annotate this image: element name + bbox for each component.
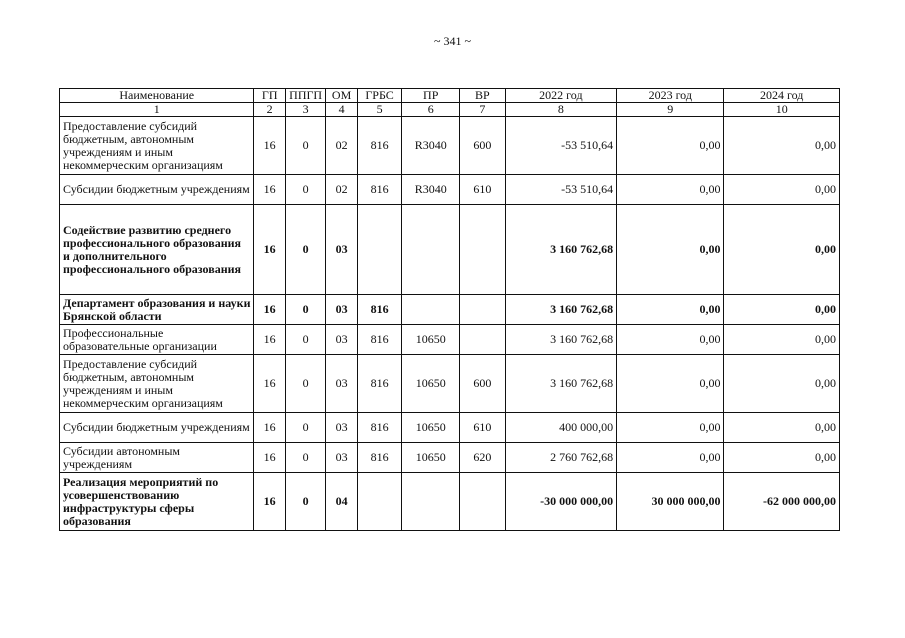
ppgp-cell: 0	[285, 117, 326, 175]
row-name: Субсидии бюджетным учреждениям	[60, 175, 254, 205]
amount-2022: 3 160 762,68	[505, 295, 616, 325]
grbs-cell: 816	[357, 355, 402, 413]
amount-2022: 400 000,00	[505, 413, 616, 443]
om-cell: 03	[326, 355, 357, 413]
om-cell: 03	[326, 325, 357, 355]
grbs-cell	[357, 205, 402, 295]
ppgp-cell: 0	[285, 295, 326, 325]
amount-2023: 0,00	[617, 443, 724, 473]
om-cell: 02	[326, 117, 357, 175]
amount-2022: 3 160 762,68	[505, 205, 616, 295]
amount-2022: 2 760 762,68	[505, 443, 616, 473]
amount-2024: 0,00	[724, 205, 840, 295]
vr-cell: 620	[460, 443, 506, 473]
row-name: Содействие развитию среднего профессионального образования и дополнительного профессионального образования	[60, 205, 254, 295]
amount-2024: 0,00	[724, 295, 840, 325]
amount-2022: 3 160 762,68	[505, 355, 616, 413]
row-name: Субсидии автономным учреждениям	[60, 443, 254, 473]
column-header: ГРБС	[357, 89, 402, 103]
om-cell: 04	[326, 473, 357, 531]
vr-cell: 600	[460, 355, 506, 413]
gp-cell: 16	[254, 443, 285, 473]
table-row	[60, 473, 840, 531]
column-header: 2023 год	[617, 89, 724, 103]
om-cell: 03	[326, 205, 357, 295]
gp-cell: 16	[254, 295, 285, 325]
ppgp-cell: 0	[285, 355, 326, 413]
header-row	[60, 89, 840, 103]
grbs-cell: 816	[357, 295, 402, 325]
table-row	[60, 175, 840, 205]
pr-cell: R3040	[402, 117, 460, 175]
amount-2023: 0,00	[617, 295, 724, 325]
page-number: ~ 341 ~	[434, 34, 471, 48]
ppgp-cell: 0	[285, 443, 326, 473]
grbs-cell: 816	[357, 413, 402, 443]
pr-cell: R3040	[402, 175, 460, 205]
column-header: ОМ	[326, 89, 357, 103]
table-row	[60, 295, 840, 325]
ppgp-cell: 0	[285, 205, 326, 295]
row-name: Профессиональные образовательные организации	[60, 325, 254, 355]
amount-2022: -30 000 000,00	[505, 473, 616, 531]
ppgp-cell: 0	[285, 473, 326, 531]
amount-2023: 0,00	[617, 205, 724, 295]
column-index: 9	[617, 103, 724, 117]
om-cell: 03	[326, 295, 357, 325]
column-header: ГП	[254, 89, 285, 103]
vr-cell: 610	[460, 413, 506, 443]
amount-2023: 30 000 000,00	[617, 473, 724, 531]
gp-cell: 16	[254, 205, 285, 295]
row-name: Реализация мероприятий по усовершенствованию инфраструктуры сферы образования	[60, 473, 254, 531]
table-row	[60, 355, 840, 413]
column-index: 5	[357, 103, 402, 117]
amount-2023: 0,00	[617, 355, 724, 413]
amount-2024: 0,00	[724, 175, 840, 205]
vr-cell: 610	[460, 175, 506, 205]
om-cell: 03	[326, 443, 357, 473]
ppgp-cell: 0	[285, 325, 326, 355]
row-name: Департамент образования и науки Брянской области	[60, 295, 254, 325]
grbs-cell: 816	[357, 325, 402, 355]
column-index-row	[60, 103, 840, 117]
column-header: ПР	[402, 89, 460, 103]
amount-2024: 0,00	[724, 117, 840, 175]
row-name: Субсидии бюджетным учреждениям	[60, 413, 254, 443]
column-header: ВР	[460, 89, 506, 103]
grbs-cell: 816	[357, 175, 402, 205]
column-index: 7	[460, 103, 506, 117]
om-cell: 02	[326, 175, 357, 205]
pr-cell: 10650	[402, 413, 460, 443]
amount-2023: 0,00	[617, 413, 724, 443]
amount-2024: 0,00	[724, 443, 840, 473]
gp-cell: 16	[254, 355, 285, 413]
om-cell: 03	[326, 413, 357, 443]
table-row	[60, 325, 840, 355]
column-index: 8	[505, 103, 616, 117]
grbs-cell	[357, 473, 402, 531]
amount-2023: 0,00	[617, 175, 724, 205]
gp-cell: 16	[254, 413, 285, 443]
amount-2022: -53 510,64	[505, 117, 616, 175]
table-body	[60, 117, 840, 531]
gp-cell: 16	[254, 175, 285, 205]
table-row	[60, 413, 840, 443]
pr-cell	[402, 473, 460, 531]
column-index: 1	[60, 103, 254, 117]
amount-2023: 0,00	[617, 325, 724, 355]
amount-2024: -62 000 000,00	[724, 473, 840, 531]
ppgp-cell: 0	[285, 175, 326, 205]
pr-cell: 10650	[402, 355, 460, 413]
column-index: 2	[254, 103, 285, 117]
vr-cell	[460, 473, 506, 531]
table-row	[60, 205, 840, 295]
budget-table	[59, 88, 840, 531]
gp-cell: 16	[254, 325, 285, 355]
column-index: 10	[724, 103, 840, 117]
amount-2022: -53 510,64	[505, 175, 616, 205]
grbs-cell: 816	[357, 117, 402, 175]
table-row	[60, 443, 840, 473]
column-header: Наименование	[60, 89, 254, 103]
amount-2022: 3 160 762,68	[505, 325, 616, 355]
column-header: ППГП	[285, 89, 326, 103]
vr-cell	[460, 295, 506, 325]
amount-2024: 0,00	[724, 355, 840, 413]
row-name: Предоставление субсидий бюджетным, автономным учреждениям и иным некоммерческим организациям	[60, 355, 254, 413]
vr-cell	[460, 325, 506, 355]
pr-cell	[402, 295, 460, 325]
column-header: 2022 год	[505, 89, 616, 103]
column-index: 4	[326, 103, 357, 117]
column-index: 3	[285, 103, 326, 117]
amount-2024: 0,00	[724, 325, 840, 355]
pr-cell: 10650	[402, 325, 460, 355]
vr-cell	[460, 205, 506, 295]
pr-cell	[402, 205, 460, 295]
vr-cell: 600	[460, 117, 506, 175]
ppgp-cell: 0	[285, 413, 326, 443]
grbs-cell: 816	[357, 443, 402, 473]
column-index: 6	[402, 103, 460, 117]
amount-2023: 0,00	[617, 117, 724, 175]
pr-cell: 10650	[402, 443, 460, 473]
amount-2024: 0,00	[724, 413, 840, 443]
row-name: Предоставление субсидий бюджетным, автономным учреждениям и иным некоммерческим организациям	[60, 117, 254, 175]
gp-cell: 16	[254, 473, 285, 531]
gp-cell: 16	[254, 117, 285, 175]
table-row	[60, 117, 840, 175]
column-header: 2024 год	[724, 89, 840, 103]
